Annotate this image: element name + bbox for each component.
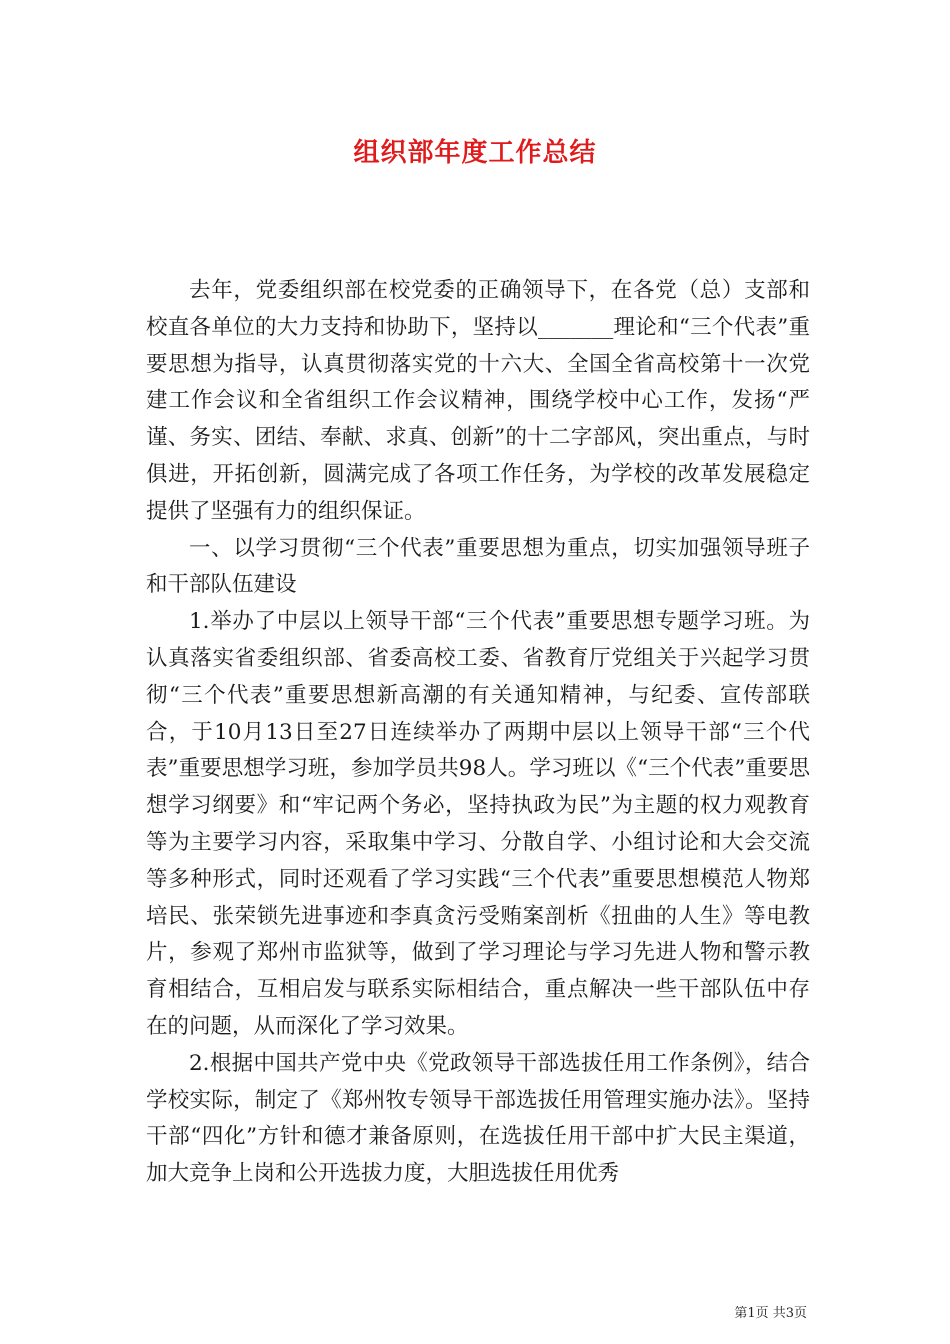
paragraph-item-2: 2.根据中国共产党中央《党政领导干部选拔任用工作条例》，结合学校实际，制定了《郑州牧专领导干部选拔任用管理实施办法》。坚持干部“四化”方针和德才兼备原则，在选拔任用干部中扩大民主渠道，加大竞争上岗和公开选拔力度，大胆选拔任用优秀 [146, 1050, 810, 1187]
paragraph-section-heading: 一、以学习贯彻“三个代表”重要思想为重点，切实加强领导班子和干部队伍建设 [146, 535, 810, 598]
paragraph-intro: 去年，党委组织部在校党委的正确领导下，在各党（总）支部和校直各单位的大力支持和协助下，坚持以_______理论和“三个代表”重要思想为指导，认真贯彻落实党的十六大、全国全省高校第十一次党建工作会议和全省组织工作会议精神，围绕学校中心工作，发扬“严谨、务实、团结、奉献、求真、创新”的十二字部风，突出重点，与时俱进，开拓创新，圆满完成了各项工作任务，为学校的改革发展稳定提供了坚强有力的组织保证。 [146, 278, 810, 524]
page-number: 第1页 共3页 [734, 1306, 807, 1321]
document-body [146, 273, 810, 1193]
paragraph-item-1: 1.举办了中层以上领导干部“三个代表”重要思想专题学习班。为认真落实省委组织部、省委高校工委、省教育厅党组关于兴起学习贯彻“三个代表”重要思想新高潮的有关通知精神，与纪委、宣传部联合，于10月13日至27日连续举办了两期中层以上领导干部“三个代表”重要思想学习班，参加学员共98人。学习班以《“三个代表”重要思想学习纲要》和“牢记两个务必，坚持执政为民”为主题的权力观教育等为主要学习内容，采取集中学习、分散自学、小组讨论和大会交流等多种形式，同时还观看了学习实践“三个代表”重要思想模范人物郑培民、张荣锁先进事迹和李真贪污受贿案剖析《扭曲的人生》等电教片，参观了郑州市监狱等，做到了学习理论与学习先进人物和警示教育相结合，互相启发与联系实际相结合，重点解决一些干部队伍中存在的问题，从而深化了学习效果。 [146, 609, 810, 1039]
document-title: 组织部年度工作总结 [353, 138, 597, 168]
